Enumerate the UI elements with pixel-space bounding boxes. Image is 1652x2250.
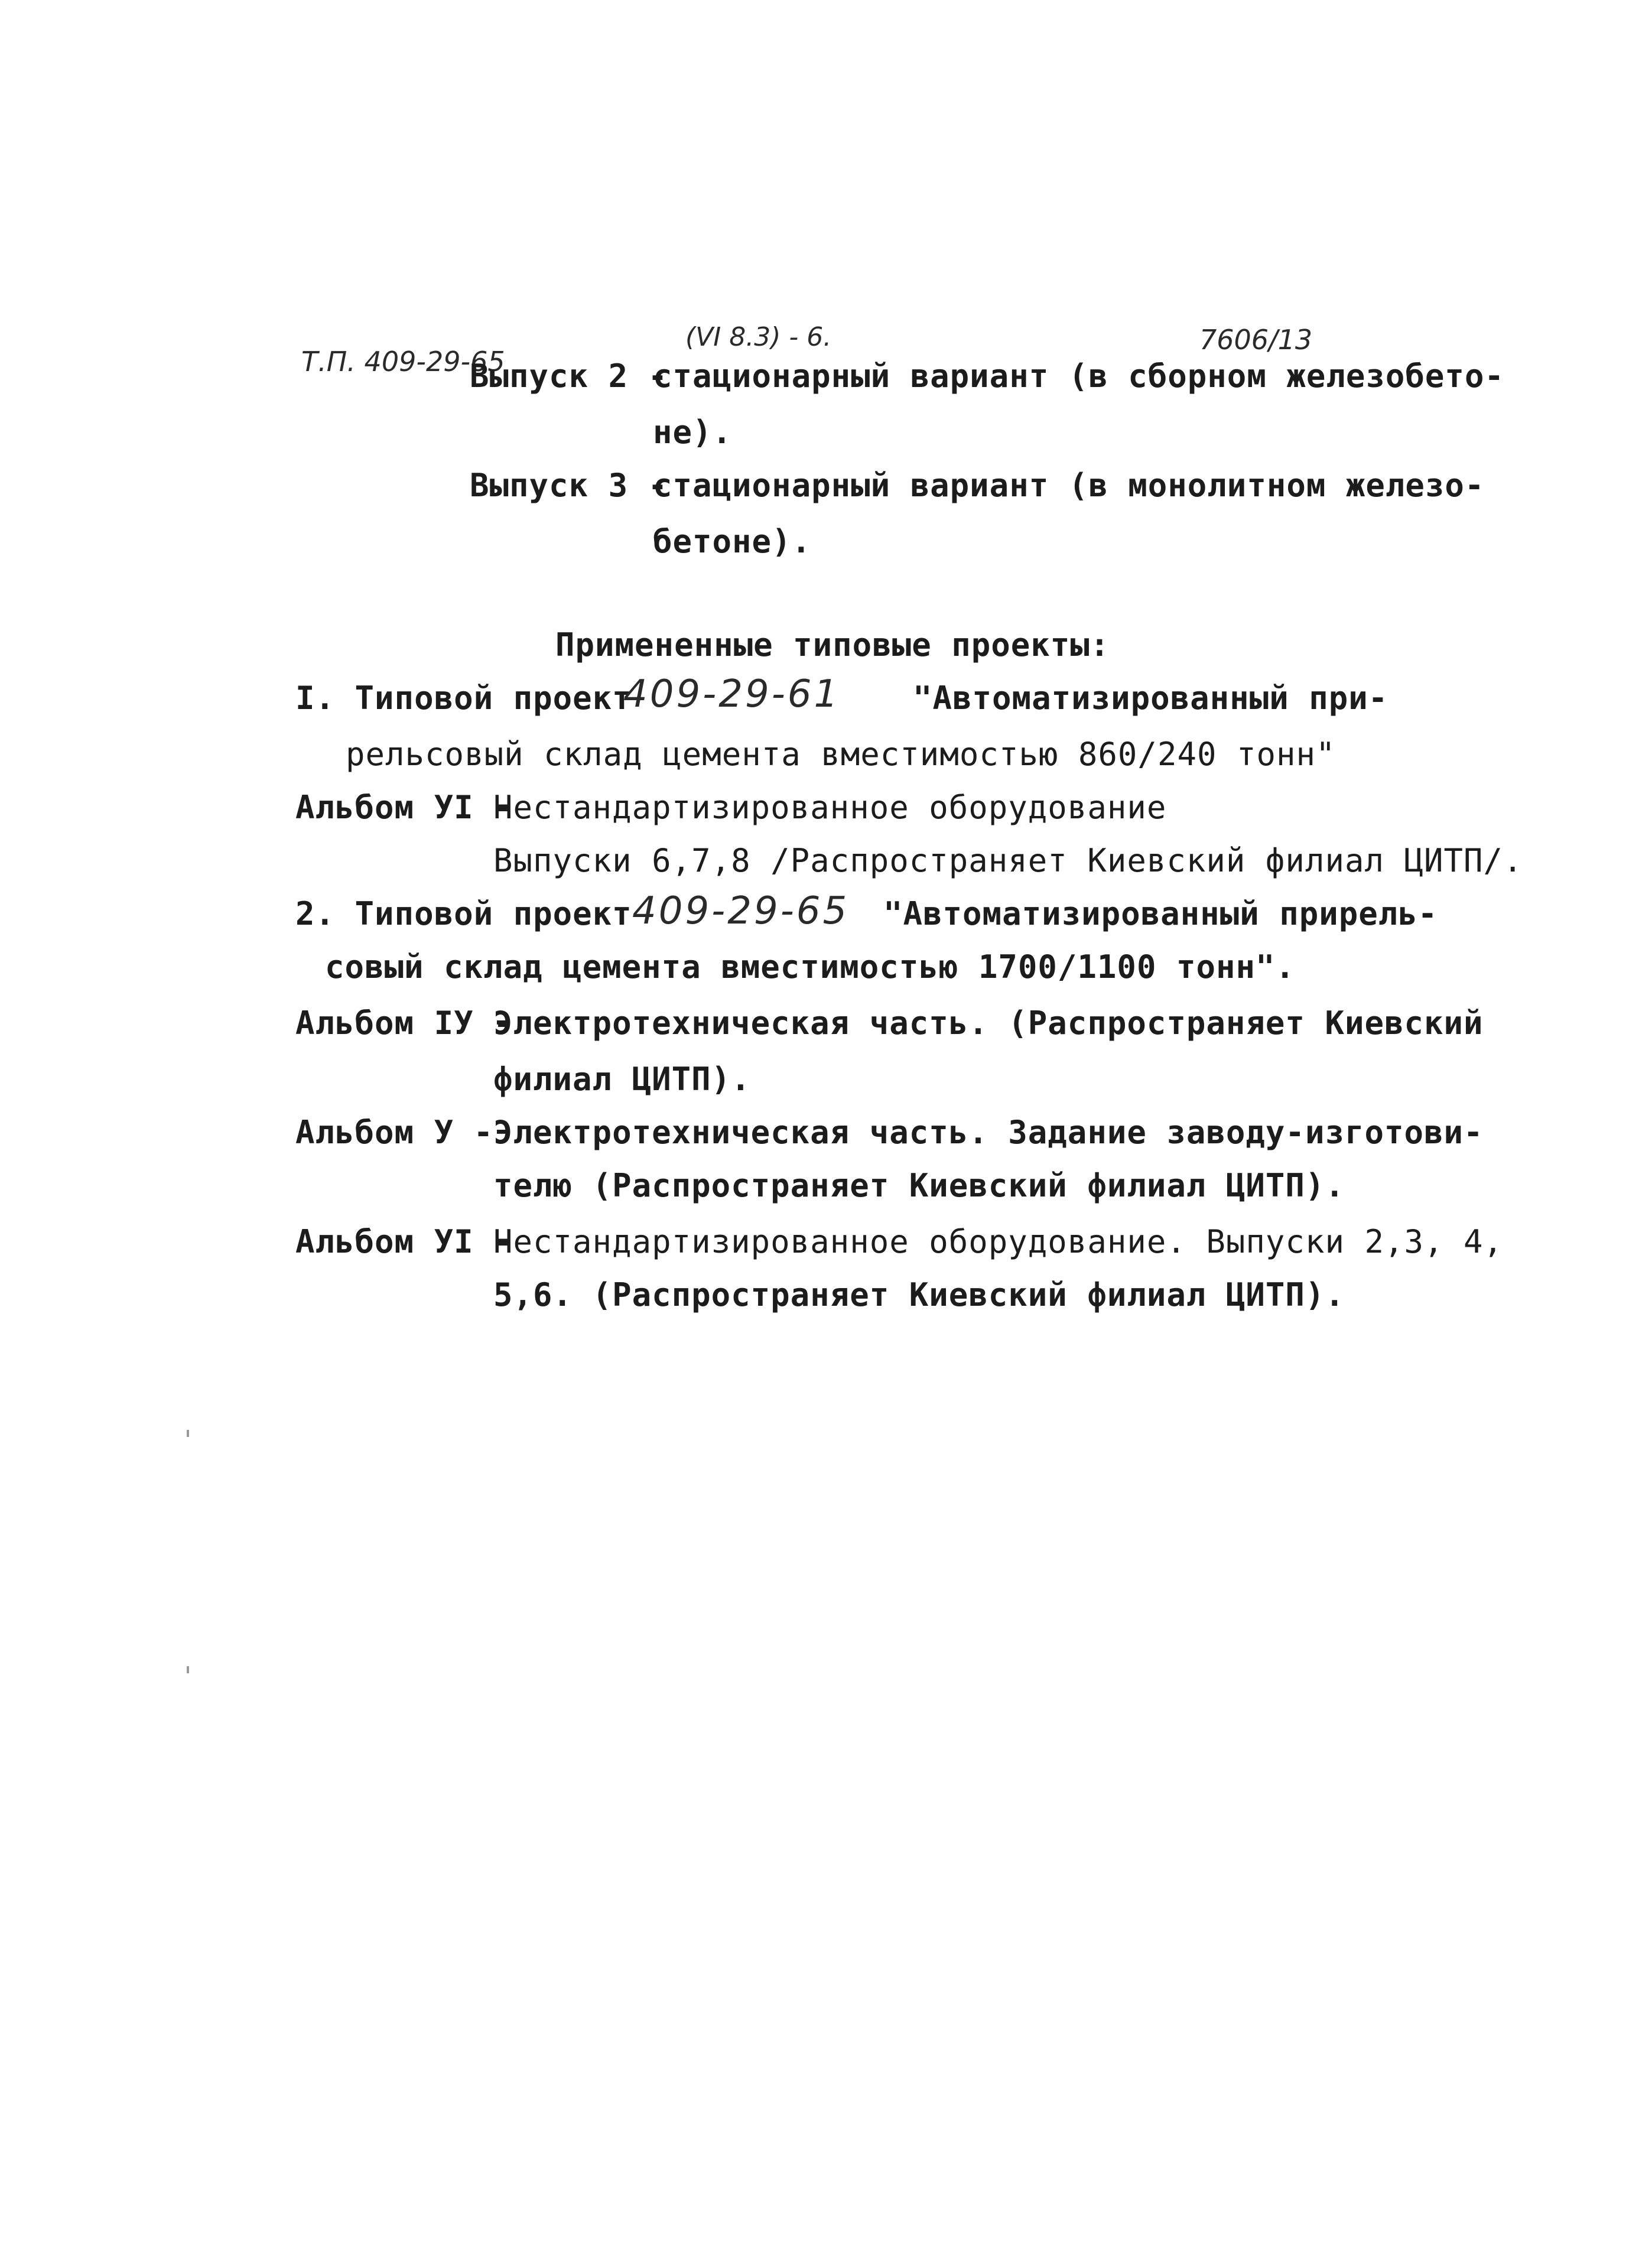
project-2-album-5-continuation: телю (Распространяет Киевский филиал ЦИТП). xyxy=(493,1167,1345,1204)
project-2-lead: 2. Типовой проект xyxy=(295,895,632,932)
project-2-album-6-text: Нестандартизированное оборудование. Выпуски 2,3, 4, xyxy=(493,1223,1504,1260)
project-2-album-5-text: Электротехническая часть. Задание заводу-изготови- xyxy=(493,1114,1484,1151)
handwritten-inventory-number: 7606/13 xyxy=(1199,324,1313,356)
project-2-album-6-label: Альбом УI - xyxy=(295,1223,513,1260)
issue-3-continuation: бетоне). xyxy=(653,523,812,560)
handwritten-sheet-mark: (VI 8.3) - 6. xyxy=(685,322,832,352)
project-2-title: "Автоматизированный прирель- xyxy=(883,895,1438,932)
project-2-album-5-label: Альбом У - xyxy=(295,1114,494,1151)
issue-2-text: стационарный вариант (в сборном железобето- xyxy=(653,357,1504,395)
project-2-album-4-text: Электротехническая часть. (Распространяет Киевский xyxy=(493,1004,1484,1042)
section-heading: Примененные типовые проекты: xyxy=(555,626,1110,664)
project-2-album-4-continuation: филиал ЦИТП). xyxy=(493,1061,751,1098)
issue-3-label: Выпуск 3 - xyxy=(470,467,668,504)
scan-speck xyxy=(187,1666,189,1673)
issue-3-text: стационарный вариант (в монолитном железо- xyxy=(653,467,1485,504)
project-1-title-continuation: рельсовый склад цемента вместимостью 860/240 тонн" xyxy=(346,736,1336,773)
project-1-album-text: Нестандартизированное оборудование xyxy=(493,789,1167,826)
project-1-album-label: Альбом УI - xyxy=(295,789,513,826)
project-2-title-continuation: совый склад цемента вместимостью 1700/1100 тонн". xyxy=(325,948,1296,986)
project-1-album-continuation: Выпуски 6,7,8 /Распространяет Киевский филиал ЦИТП/. xyxy=(493,842,1523,879)
issue-2-continuation: не). xyxy=(653,414,733,451)
project-2-album-6-continuation: 5,6. (Распространяет Киевский филиал ЦИТП). xyxy=(493,1276,1345,1313)
project-1-number: 409-29-61 xyxy=(623,672,841,716)
issue-2-label: Выпуск 2 - xyxy=(470,357,668,395)
project-2-album-4-label: Альбом IУ - xyxy=(295,1004,513,1042)
handwritten-project-ref: Т.П. 409-29-65 xyxy=(301,346,505,378)
project-1-title: "Автоматизированный при- xyxy=(913,679,1388,717)
project-2-number: 409-29-65 xyxy=(632,889,850,933)
scan-speck xyxy=(187,1430,189,1437)
project-1-lead: I. Типовой проект xyxy=(295,679,632,717)
